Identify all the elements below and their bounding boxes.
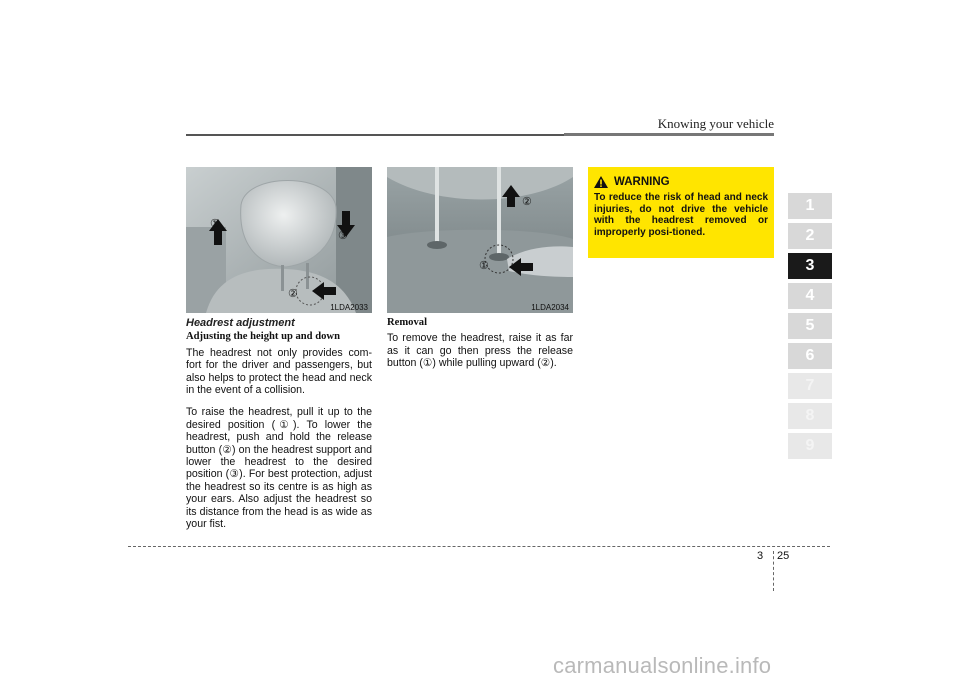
warning-header <box>594 176 768 188</box>
chapter-tab-7[interactable]: 7 <box>788 373 832 399</box>
callout-3: ③ <box>338 230 348 242</box>
paragraph: The headrest not only provides com-fort for the driver and passengers, but also helps to protect the head and neck in the event of a collision. <box>186 346 372 397</box>
left-column <box>186 317 372 541</box>
footer-rule <box>128 546 830 547</box>
chapter-tab-8[interactable]: 8 <box>788 403 832 429</box>
header-rule <box>186 134 774 136</box>
callout-2: ② <box>288 288 298 300</box>
headrest-removal-illustration <box>387 167 573 313</box>
warning-box <box>588 167 774 258</box>
subheading-adjusting: Adjusting the height up and down <box>186 331 340 343</box>
chapter-tab-4[interactable]: 4 <box>788 283 832 309</box>
chapter-tab-6[interactable]: 6 <box>788 343 832 369</box>
headrest-adjustment-photo <box>186 167 372 313</box>
page-divider <box>773 551 774 591</box>
section-heading: Headrest adjustment <box>186 317 295 329</box>
paragraph: To raise the headrest, pull it up to the desired position (①). To lower the headrest, push and hold the release button (②) on the headrest support and lower the headrest to the desired position (③). For best protection, adjust the headrest so its centre is as high as your ears. Also adjust the headrest so its distance from the head is as wide as your fist. <box>186 406 372 531</box>
image-code: 1LDA2034 <box>531 303 569 312</box>
chapter-tabs <box>788 193 832 463</box>
chapter-tab-3[interactable]: 3 <box>788 253 832 279</box>
page-number: 25 <box>777 550 790 562</box>
paragraph: To remove the headrest, raise it as far as it can go then press the release button (①) while pulling upward (②). <box>387 332 573 370</box>
chapter-tab-9[interactable]: 9 <box>788 433 832 459</box>
chapter-tab-2[interactable]: 2 <box>788 223 832 249</box>
chapter-tab-5[interactable]: 5 <box>788 313 832 339</box>
callout-1: ① <box>479 260 489 272</box>
page-chapter: 3 <box>757 550 764 562</box>
warning-body: To reduce the risk of head and neck injuries, do not drive the vehicle with the headrest removed or improperly posi-tioned. <box>594 192 768 238</box>
watermark: carmanualsonline.info <box>553 653 772 678</box>
header-title: Knowing your vehicle <box>657 116 774 131</box>
image-code: 1LDA2033 <box>330 303 368 312</box>
subheading-removal: Removal <box>387 317 428 328</box>
middle-column <box>387 317 573 380</box>
callout-2: ② <box>522 196 532 208</box>
headrest-removal-photo <box>387 167 573 313</box>
callout-1: ① <box>210 218 220 230</box>
chapter-tab-1[interactable]: 1 <box>788 193 832 219</box>
warning-triangle-icon <box>594 176 608 188</box>
warning-title: WARNING <box>614 176 670 188</box>
